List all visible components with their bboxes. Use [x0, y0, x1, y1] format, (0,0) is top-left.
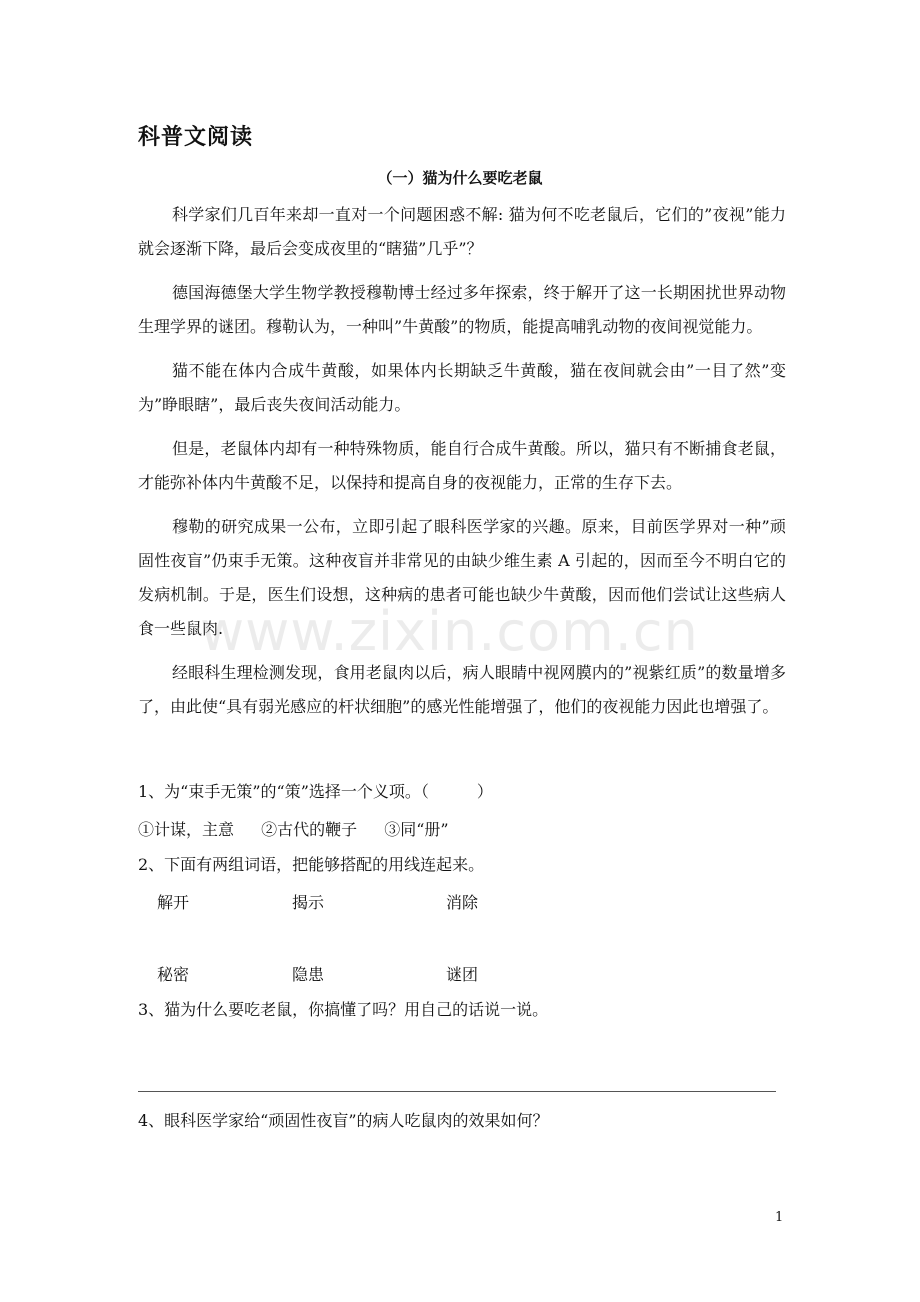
paragraph: 猫不能在体内合成牛黄酸，如果体内长期缺乏牛黄酸，猫在夜间就会由”一目了然”变为”睁眼瞎”，最后丧失夜间活动能力。	[138, 361, 786, 414]
paragraph: 科学家们几百年来却一直对一个问题困惑不解: 猫为何不吃老鼠后，它们的”夜视”能力就会逐渐下降，最后会变成夜里的“瞎猫”几乎”？	[138, 205, 786, 258]
article-body	[138, 198, 786, 734]
word-item: 秘密	[157, 965, 190, 984]
answer-line	[138, 1091, 776, 1092]
question-2: 2、下面有两组词语，把能够搭配的用线连起来。	[138, 855, 485, 874]
word-item: 谜团	[446, 965, 479, 984]
article-title: （一）猫为什么要吃老鼠	[377, 169, 543, 187]
paragraph: 德国海德堡大学生物学教授穆勒博士经过多年探索，终于解开了这一长期困扰世界动物生理学界的谜团。穆勒认为，一种叫”牛黄酸”的物质，能提高哺乳动物的夜间视觉能力。	[138, 283, 786, 336]
option-1: ①计谋，主意	[138, 820, 235, 839]
question-1-options	[138, 818, 471, 842]
page-number: 1	[775, 1210, 784, 1225]
paragraph: 但是，老鼠体内却有一种特殊物质，能自行合成牛黄酸。所以，猫只有不断捕食老鼠，才能弥补体内牛黄酸不足，以保持和提高自身的夜视能力，正常的生存下去。	[138, 439, 786, 492]
word-item: 解开	[157, 893, 190, 912]
option-2: ②古代的鞭子	[261, 820, 358, 839]
question-3: 3、猫为什么要吃老鼠，你搞懂了吗？用自己的话说一说。	[138, 1000, 549, 1019]
paragraph: 经眼科生理检测发现，食用老鼠肉以后，病人眼睛中视网膜内的”视紫红质”的数量增多了，由此使“具有弱光感应的杆状细胞”的感光性能增强了，他们的夜视能力因此也增强了。	[138, 663, 786, 716]
section-title: 科普文阅读	[138, 125, 254, 150]
watermark: www.zixin.com.cn	[200, 600, 699, 663]
word-item: 消除	[446, 893, 479, 912]
option-3: ③同“册”	[384, 820, 449, 839]
paragraph: 穆勒的研究成果一公布，立即引起了眼科医学家的兴趣。原来，目前医学界对一种”顽固性夜盲”仍束手无策。这种夜盲并非常见的由缺少维生素 A 引起的，因而至今不明白它的发病机制。于是，医生们设想，这种病的患者可能也缺少牛黄酸，因而他们尝试让这些病人食一些鼠肉.	[138, 517, 786, 638]
word-item: 隐患	[292, 965, 325, 984]
question-1: 1、为“束手无策”的“策”选择一个义项。（ ）	[138, 782, 493, 801]
question-4: 4、眼科医学家给“顽固性夜盲”的病人吃鼠肉的效果如何？	[138, 1111, 549, 1130]
word-item: 揭示	[292, 893, 325, 912]
